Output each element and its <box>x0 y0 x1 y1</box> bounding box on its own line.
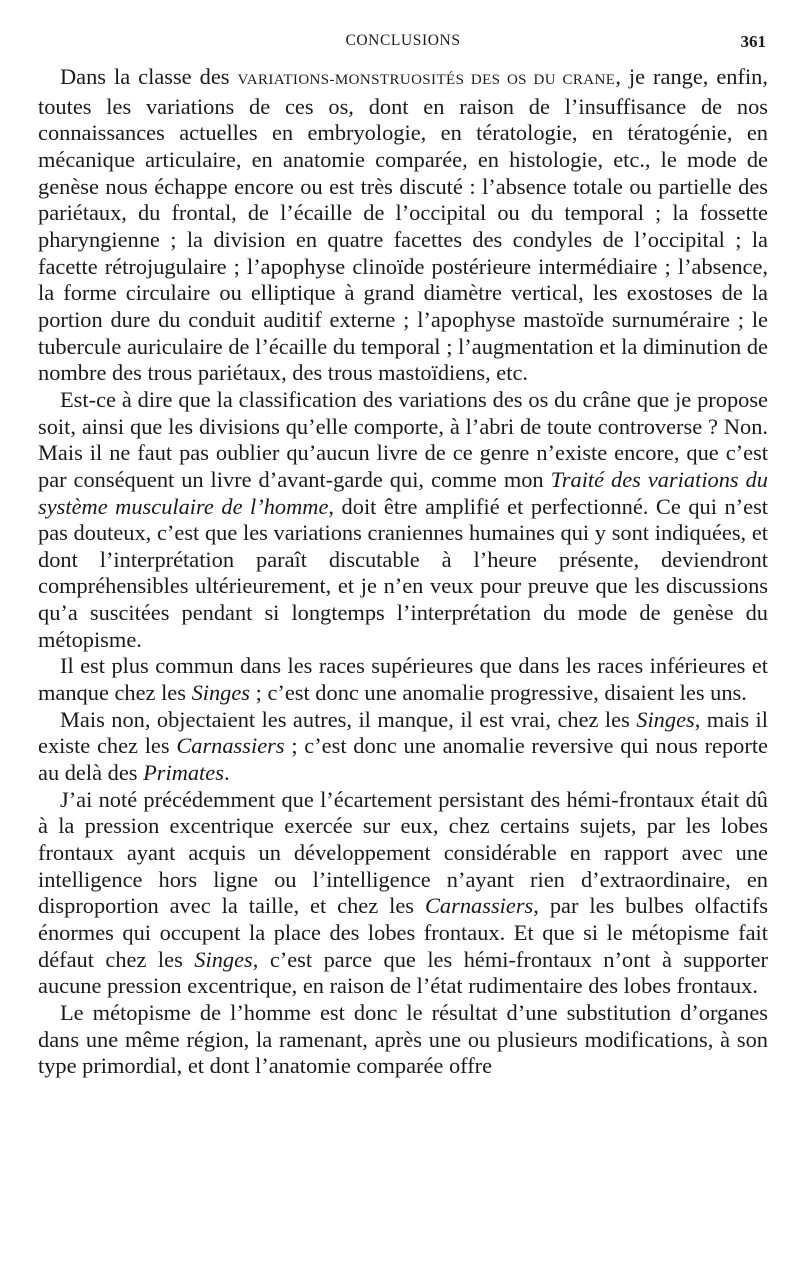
body-text <box>38 64 768 1080</box>
italic-run: Singes <box>636 706 695 732</box>
smallcaps-run: VARIATIONS-MONSTRUOSITÉS DES OS DU CRANE <box>237 72 616 88</box>
text-run: Le métopisme de l’homme est donc le résultat d’une substitution d’organes dans une même région, la ramenant, après une ou plusieurs modifications, à son type primordial, et dont l’anatomie comparée offre <box>38 999 768 1079</box>
page-header <box>38 0 768 60</box>
text-run: Dans la classe des <box>60 64 238 89</box>
italic-run: Carnassiers <box>176 733 285 759</box>
text-run: . <box>223 760 230 786</box>
italic-run: Carnassiers <box>425 893 534 919</box>
paragraph <box>38 653 768 706</box>
text-run: ; c’est donc une anomalie progressive, disaient les uns. <box>250 680 747 706</box>
text-run: Mais non, objectaient les autres, il manque, il est vrai, chez les <box>60 706 637 732</box>
text-run: , c’est parce que les hémi-frontaux n’ont à supporter aucune pression excentrique, en raison de l’état rudimentaire des lobes frontaux. <box>38 946 768 999</box>
text-run: J’ai noté précédemment que l’écartement persistant des hémi-frontaux était dû à la pression excentrique exercée sur eux, chez certains sujets, par les lobes frontaux ayant acquis un développement considérable en rapport avec une intelligence hors ligne ou l’intelligence n’ayant rien d’extraordinaire, en disproportion avec la taille, et chez les <box>38 786 768 919</box>
italic-run: Traité des variations du système musculaire de l’homme <box>38 466 768 519</box>
text-run: , je range, enfin, toutes les variations de ces os, dont en raison de l’insuffisance de nos connaissances actuelles en embryologie, en tératologie, en tératogénie, en mécanique articulaire, en anatomie comparée, en histologie, etc., le mode de genèse nous échappe encore ou est très discuté : l’absence totale ou partielle des pariétaux, du frontal, de l’écaille de l’occipital ou du temporal ; la fossette pharyngienne ; la division en quatre facettes des condyles de l’occipital ; la facette rétrojugulaire ; l’apophyse clinoïde postérieure intermédiaire ; l’absence, la forme circulaire ou elliptique à grand diamètre vertical, les exostoses de la portion dure du conduit auditif externe ; l’apophyse mastoïde surnuméraire ; le tubercule auriculaire de l’écaille du temporal ; l’augmentation et la diminution de nombre des trous pariétaux, des trous mastoïdiens, etc. <box>38 64 768 386</box>
paragraph <box>38 707 768 787</box>
paragraph <box>38 387 768 654</box>
text-run: Est-ce à dire que la classification des variations des os du crâne que je propose soit, ainsi que les divisions qu’elle comporte, à l’abri de toute controverse ? Non. Mais il ne faut pas oublier qu’aucun livre de ce genre n’existe encore, que c’est par conséquent un livre d’avant-garde qui, comme mon <box>38 386 768 492</box>
text-run: Il est plus commun dans les races supérieures que dans les races inférieures et manque chez les <box>38 653 768 706</box>
page-number: 361 <box>740 32 766 51</box>
text-run: , doit être amplifié et perfectionné. Ce qui n’est pas douteux, c’est que les variations craniennes humaines qui y sont indiquées, et dont l’interprétation paraît discutable à l’heure présente, deviendront compréhensibles ultérieurement, et je n’en veux pour preuve que les discussions qu’a suscitées pendant si longtemps l’interprétation du mode de genèse du métopisme. <box>38 493 769 652</box>
paragraph <box>38 1000 768 1080</box>
paragraph <box>38 64 768 387</box>
running-head: CONCLUSIONS <box>345 32 461 49</box>
italic-run: Primates <box>143 760 224 786</box>
text-run: , mais il existe chez les <box>38 706 768 759</box>
italic-run: Singes <box>191 680 251 706</box>
paragraph <box>38 787 768 1000</box>
text-run: , par les bulbes olfactifs énormes qui occupent la place des lobes frontaux. Et que si le métopisme fait défaut chez les <box>38 893 768 972</box>
italic-run: Singes <box>194 946 253 972</box>
text-run: ; c’est donc une anomalie reversive qui nous reporte au delà des <box>38 733 768 786</box>
